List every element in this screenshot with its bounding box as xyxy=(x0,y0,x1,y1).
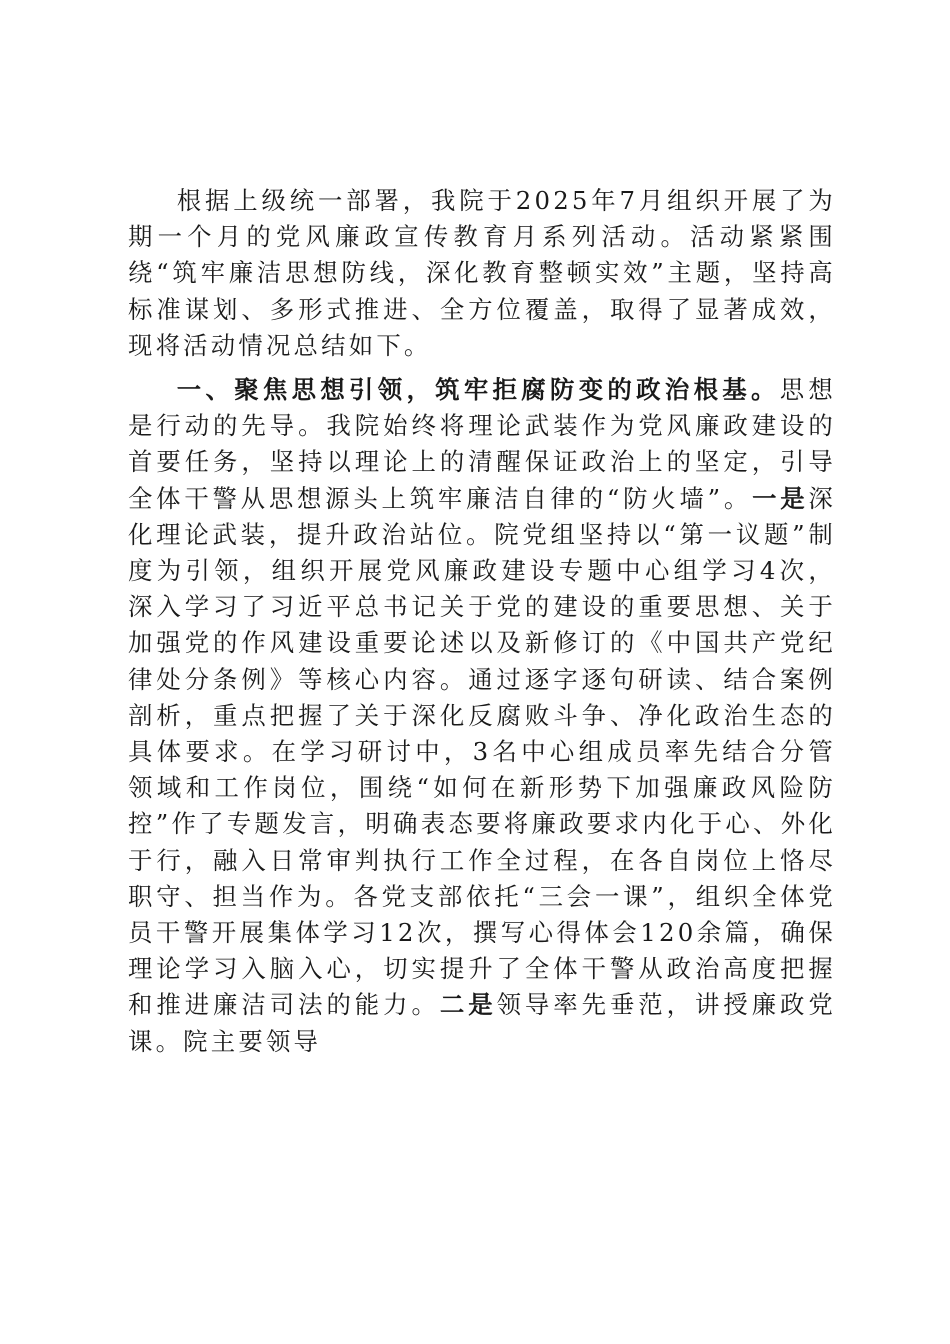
point-one-marker: 一是 xyxy=(752,483,809,513)
section-one-heading: 一、聚焦思想引领，筑牢拒腐防变的政治根基。 xyxy=(176,375,780,405)
section-one-text-part1: 思想是行动的先导。我院始终将理论武装作为党风廉政建设的首要任务，坚持以理论上的清醒保证政治上的坚定，引导全体干警从思想源头上筑牢廉洁自律的“防火墙”。 xyxy=(128,375,837,513)
point-two-marker: 二是 xyxy=(439,990,497,1020)
intro-paragraph xyxy=(128,183,836,364)
document-body xyxy=(128,183,836,1060)
section-one-text-part2: 深化理论武装，提升政治站位。院党组坚持以“第一议题”制度为引领，组织开展党风廉政建设专题中心组学习4次，深入学习了习近平总书记关于党的建设的重要思想、关于加强党的作风建设重要论述以及新修订的《中国共产党纪律处分条例》等核心内容。通过逐字逐句研读、结合案例剖析，重点把握了关于深化反腐败斗争、净化政治生态的具体要求。在学习研讨中，3名中心组成员率先结合分管领域和工作岗位，围绕“如何在新形势下加强廉政风险防控”作了专题发言，明确表态要将廉政要求内化于心、外化于行，融入日常审判执行工作全过程，在各自岗位上恪尽职守、担当作为。各党支部依托“三会一课”，组织全体党员干警开展集体学习12次，撰写心得体会120余篇，确保理论学习入脑入心，切实提升了全体干警从政治高度把握和推进廉洁司法的能力。 xyxy=(128,483,836,1020)
section-one-paragraph xyxy=(128,372,836,1060)
intro-text: 根据上级统一部署，我院于2025年7月组织开展了为期一个月的党风廉政宣传教育月系列活动。活动紧紧围绕“筑牢廉洁思想防线，深化教育整顿实效”主题，坚持高标准谋划、多形式推进、全方位覆盖，取得了显著成效，现将活动情况总结如下。 xyxy=(128,186,836,360)
section-one-text-part3: 领导率先垂范，讲授廉政党课。院主要领导 xyxy=(128,990,837,1056)
